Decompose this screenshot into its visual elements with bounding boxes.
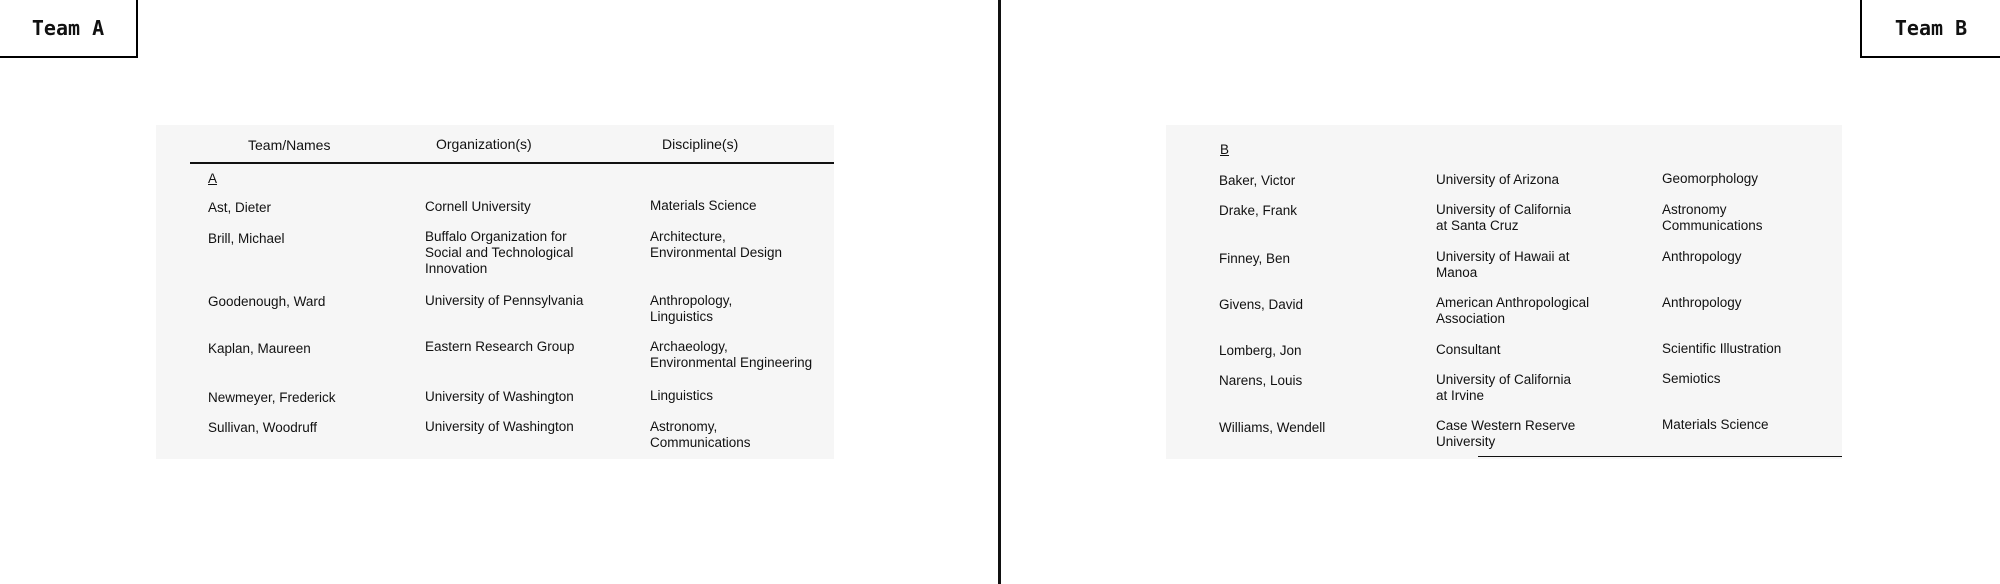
vertical-divider [998, 0, 1001, 584]
table-cell-name: Goodenough, Ward [208, 294, 326, 309]
column-header-discipline: Discipline(s) [662, 136, 739, 152]
table-cell-name: Brill, Michael [208, 231, 285, 246]
table-cell-discipline: Anthropology, Linguistics [650, 293, 733, 324]
table-cell-discipline: Astronomy Communications [1662, 202, 1763, 233]
table-cell-discipline: Architecture, Environmental Design [650, 229, 783, 260]
table-cell-name: Lomberg, Jon [1219, 343, 1302, 358]
table-cell-discipline: Scientific Illustration [1662, 341, 1782, 356]
table-cell-discipline: Geomorphology [1662, 171, 1759, 186]
table-cell-name: Drake, Frank [1219, 203, 1298, 218]
table-cell-organization: Case Western Reserve University [1436, 418, 1576, 449]
table-cell-name: Williams, Wendell [1219, 420, 1326, 435]
table-cell-organization: Buffalo Organization for Social and Technological Innovation [425, 229, 574, 276]
table-cell-discipline: Anthropology [1662, 249, 1742, 264]
bottom-rule [1478, 456, 1842, 457]
header-rule [190, 162, 834, 164]
table-cell-name: Finney, Ben [1219, 251, 1291, 266]
table-cell-discipline: Materials Science [1662, 417, 1769, 432]
team-b-label: Team B [1860, 0, 2000, 58]
team-a-label: Team A [0, 0, 138, 58]
table-cell-organization: University of California at Santa Cruz [1436, 202, 1572, 233]
table-cell-name: Narens, Louis [1219, 373, 1303, 388]
table-cell-name: Givens, David [1219, 297, 1304, 312]
table-cell-discipline: Anthropology [1662, 295, 1742, 310]
table-cell-discipline: Semiotics [1662, 371, 1721, 386]
table-cell-name: Sullivan, Woodruff [208, 420, 318, 435]
table-cell-organization: Consultant [1436, 342, 1501, 357]
table-cell-organization: University of Washington [425, 419, 574, 434]
table-cell-name: Ast, Dieter [208, 200, 272, 215]
team-a-table [156, 125, 834, 459]
table-cell-discipline: Materials Science [650, 198, 757, 213]
table-cell-name: Newmeyer, Frederick [208, 390, 336, 405]
team-b-table [1166, 125, 1842, 459]
table-cell-organization: University of Arizona [1436, 172, 1560, 187]
table-cell-discipline: Linguistics [650, 388, 714, 403]
table-cell-organization: Eastern Research Group [425, 339, 575, 354]
table-cell-organization: University of Washington [425, 389, 574, 404]
group-label-a: A [208, 171, 218, 186]
table-cell-organization: American Anthropological Association [1436, 295, 1590, 326]
table-cell-discipline: Astronomy, Communications [650, 419, 751, 450]
group-label-b: B [1220, 142, 1230, 157]
table-cell-organization: Cornell University [425, 199, 531, 214]
table-cell-name: Kaplan, Maureen [208, 341, 311, 356]
table-cell-organization: University of Pennsylvania [425, 293, 584, 308]
table-cell-organization: University of California at Irvine [1436, 372, 1572, 403]
column-header-names: Team/Names [248, 137, 331, 153]
table-cell-discipline: Archaeology, Environmental Engineering [650, 339, 813, 370]
table-cell-organization: University of Hawaii at Manoa [1436, 249, 1570, 280]
column-header-organization: Organization(s) [436, 136, 532, 152]
table-cell-name: Baker, Victor [1219, 173, 1296, 188]
